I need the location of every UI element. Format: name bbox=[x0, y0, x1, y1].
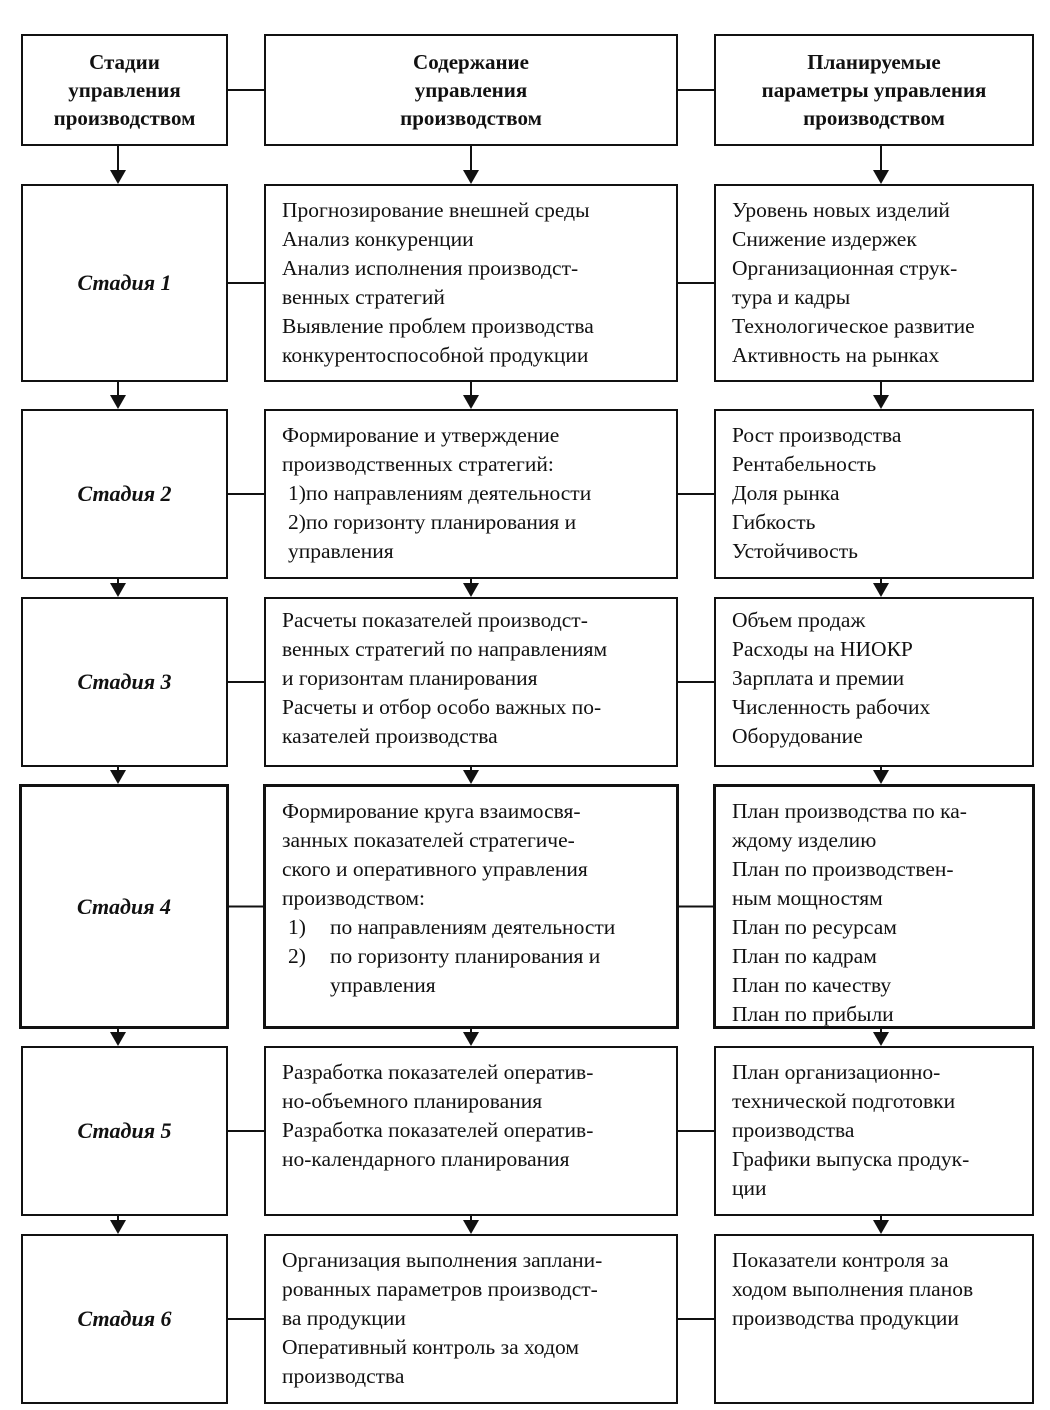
param-line: План по ресурсам bbox=[732, 915, 897, 939]
content-line: конкурентоспособной продукции bbox=[282, 343, 589, 367]
param-line: Устойчивость bbox=[732, 539, 858, 563]
stage-4-label: Стадия 4 bbox=[76, 893, 172, 919]
stage-2-label: Стадия 2 bbox=[77, 481, 172, 506]
content-line: производства bbox=[282, 1364, 405, 1388]
down-arrow-icon bbox=[110, 1032, 126, 1046]
stage-2-params bbox=[714, 409, 1034, 579]
param-line: ждому изделию bbox=[732, 828, 877, 852]
content-line: ва продукции bbox=[282, 1306, 406, 1330]
content-line: Анализ конкуренции bbox=[282, 227, 474, 251]
item-number: 1) bbox=[288, 915, 306, 939]
down-arrow-icon bbox=[873, 1032, 889, 1046]
header-stages-line: Стадии bbox=[89, 50, 160, 74]
down-arrow-icon bbox=[110, 583, 126, 597]
header-stages-line: управления bbox=[68, 78, 181, 102]
content-line: занных показателей стратегиче- bbox=[282, 828, 575, 852]
down-arrow-icon bbox=[463, 583, 479, 597]
content-line: Расчеты и отбор особо важных по- bbox=[282, 695, 602, 719]
param-line: производства bbox=[732, 1118, 855, 1142]
stage-2-box bbox=[21, 409, 228, 579]
down-arrow-icon bbox=[110, 770, 126, 784]
stage-1-label: Стадия 1 bbox=[77, 270, 172, 295]
item-number: 2) bbox=[288, 944, 306, 968]
content-line: ского и оперативного управления bbox=[282, 857, 588, 881]
param-line: Графики выпуска продук- bbox=[732, 1147, 970, 1171]
down-arrow-icon bbox=[463, 770, 479, 784]
param-line: ходом выполнения планов bbox=[732, 1277, 974, 1301]
stage-5-label: Стадия 5 bbox=[77, 1118, 172, 1143]
param-line: Численность рабочих bbox=[732, 695, 931, 719]
content-line: производством: bbox=[282, 886, 425, 910]
param-line: Рентабельность bbox=[732, 452, 877, 476]
param-line: План по качеству bbox=[732, 973, 892, 997]
param-line: Зарплата и премии bbox=[732, 666, 905, 690]
stage-3-box bbox=[21, 597, 228, 767]
param-line: Активность на рынках bbox=[732, 343, 940, 367]
stage-5-box bbox=[21, 1046, 228, 1216]
down-arrow-icon bbox=[873, 1220, 889, 1234]
down-arrow-icon bbox=[873, 170, 889, 184]
stage-2-content bbox=[264, 409, 678, 579]
stage-1-box bbox=[21, 184, 228, 382]
down-arrow-icon bbox=[110, 170, 126, 184]
header-content-line: Содержание bbox=[413, 50, 529, 74]
param-line: ции bbox=[732, 1176, 767, 1200]
param-line: Уровень новых изделий bbox=[732, 198, 950, 222]
stage-6-content bbox=[264, 1234, 678, 1404]
content-line: но-календарного планирования bbox=[282, 1147, 570, 1171]
stage-3-params bbox=[714, 597, 1034, 767]
stage-6-box bbox=[21, 1234, 228, 1404]
down-arrow-icon bbox=[463, 170, 479, 184]
header-content-line: управления bbox=[414, 78, 528, 102]
content-line: Разработка показателей оператив- bbox=[282, 1060, 594, 1084]
content-list-item: управления bbox=[288, 539, 394, 563]
header-params bbox=[714, 34, 1034, 146]
param-line: Расходы на НИОКР bbox=[732, 637, 913, 661]
stage-4-content bbox=[263, 784, 679, 1029]
param-line: тура и кадры bbox=[732, 285, 851, 309]
header-params-line: Планируемые bbox=[807, 50, 941, 74]
content-list-item: 1)по направлениям деятельности bbox=[288, 481, 592, 505]
down-arrow-icon bbox=[463, 1032, 479, 1046]
down-arrow-icon bbox=[110, 395, 126, 409]
header-params-line: параметры управления bbox=[761, 78, 987, 102]
content-line: Расчеты показателей производст- bbox=[282, 608, 588, 632]
param-line: Показатели контроля за bbox=[732, 1248, 949, 1272]
stage-1-content bbox=[264, 184, 678, 382]
content-list-item: 2)по горизонту планирования и bbox=[288, 510, 577, 534]
content-line: Анализ исполнения производст- bbox=[282, 256, 579, 280]
content-line: рованных параметров производст- bbox=[282, 1277, 598, 1301]
content-line: Формирование и утверждение bbox=[282, 423, 560, 447]
stage-6-label: Стадия 6 bbox=[77, 1306, 172, 1331]
param-line: ным мощностям bbox=[732, 886, 883, 910]
param-line: План по прибыли bbox=[732, 1002, 894, 1026]
stage-4-box bbox=[19, 784, 229, 1029]
header-content-line: производством bbox=[400, 106, 542, 130]
param-line: Объем продаж bbox=[732, 608, 866, 632]
content-line: производственных стратегий: bbox=[282, 452, 554, 476]
param-line: Доля рынка bbox=[732, 481, 840, 505]
param-line: План по кадрам bbox=[732, 944, 877, 968]
item-text: по направлениям деятельности bbox=[330, 915, 616, 939]
stage-5-params bbox=[714, 1046, 1034, 1216]
content-line: казателей производства bbox=[282, 724, 498, 748]
down-arrow-icon bbox=[873, 770, 889, 784]
item-text: управления bbox=[330, 973, 436, 997]
down-arrow-icon bbox=[463, 395, 479, 409]
content-line: Выявление проблем производства bbox=[282, 314, 594, 338]
param-line: Оборудование bbox=[732, 724, 863, 748]
param-line: План производства по ка- bbox=[732, 799, 967, 823]
param-line: производства продукции bbox=[732, 1306, 959, 1330]
content-line: Разработка показателей оператив- bbox=[282, 1118, 594, 1142]
stage-3-label: Стадия 3 bbox=[77, 669, 172, 694]
param-line: Рост производства bbox=[732, 423, 902, 447]
down-arrow-icon bbox=[873, 395, 889, 409]
param-line: Снижение издержек bbox=[732, 227, 917, 251]
param-line: Технологическое развитие bbox=[732, 314, 975, 338]
content-line: Организация выполнения заплани- bbox=[282, 1248, 603, 1272]
param-line: Гибкость bbox=[732, 510, 816, 534]
content-line: но-объемного планирования bbox=[282, 1089, 543, 1113]
header-params-line: производством bbox=[803, 106, 945, 130]
down-arrow-icon bbox=[463, 1220, 479, 1234]
header-stages bbox=[21, 34, 228, 146]
stage-4-params bbox=[713, 784, 1035, 1029]
stage-3-content bbox=[264, 597, 678, 767]
content-line: венных стратегий по направлениям bbox=[282, 637, 608, 661]
down-arrow-icon bbox=[110, 1220, 126, 1234]
param-line: технической подготовки bbox=[732, 1089, 956, 1113]
content-line: и горизонтам планирования bbox=[282, 666, 538, 690]
item-text: по горизонту планирования и bbox=[330, 944, 601, 968]
content-line: венных стратегий bbox=[282, 285, 445, 309]
numbered-item bbox=[282, 913, 668, 942]
param-line: Организационная струк- bbox=[732, 256, 958, 280]
param-line: План организационно- bbox=[732, 1060, 941, 1084]
content-line: Формирование круга взаимосвя- bbox=[282, 799, 581, 823]
numbered-item bbox=[282, 942, 668, 1000]
header-content bbox=[264, 34, 678, 146]
content-line: Прогнозирование внешней среды bbox=[282, 198, 590, 222]
down-arrow-icon bbox=[873, 583, 889, 597]
stage-6-params bbox=[714, 1234, 1034, 1404]
param-line: План по производствен- bbox=[732, 857, 954, 881]
stage-1-params bbox=[714, 184, 1034, 382]
header-stages-line: производством bbox=[53, 106, 196, 130]
content-line: Оперативный контроль за ходом bbox=[282, 1335, 579, 1359]
stage-5-content bbox=[264, 1046, 678, 1216]
